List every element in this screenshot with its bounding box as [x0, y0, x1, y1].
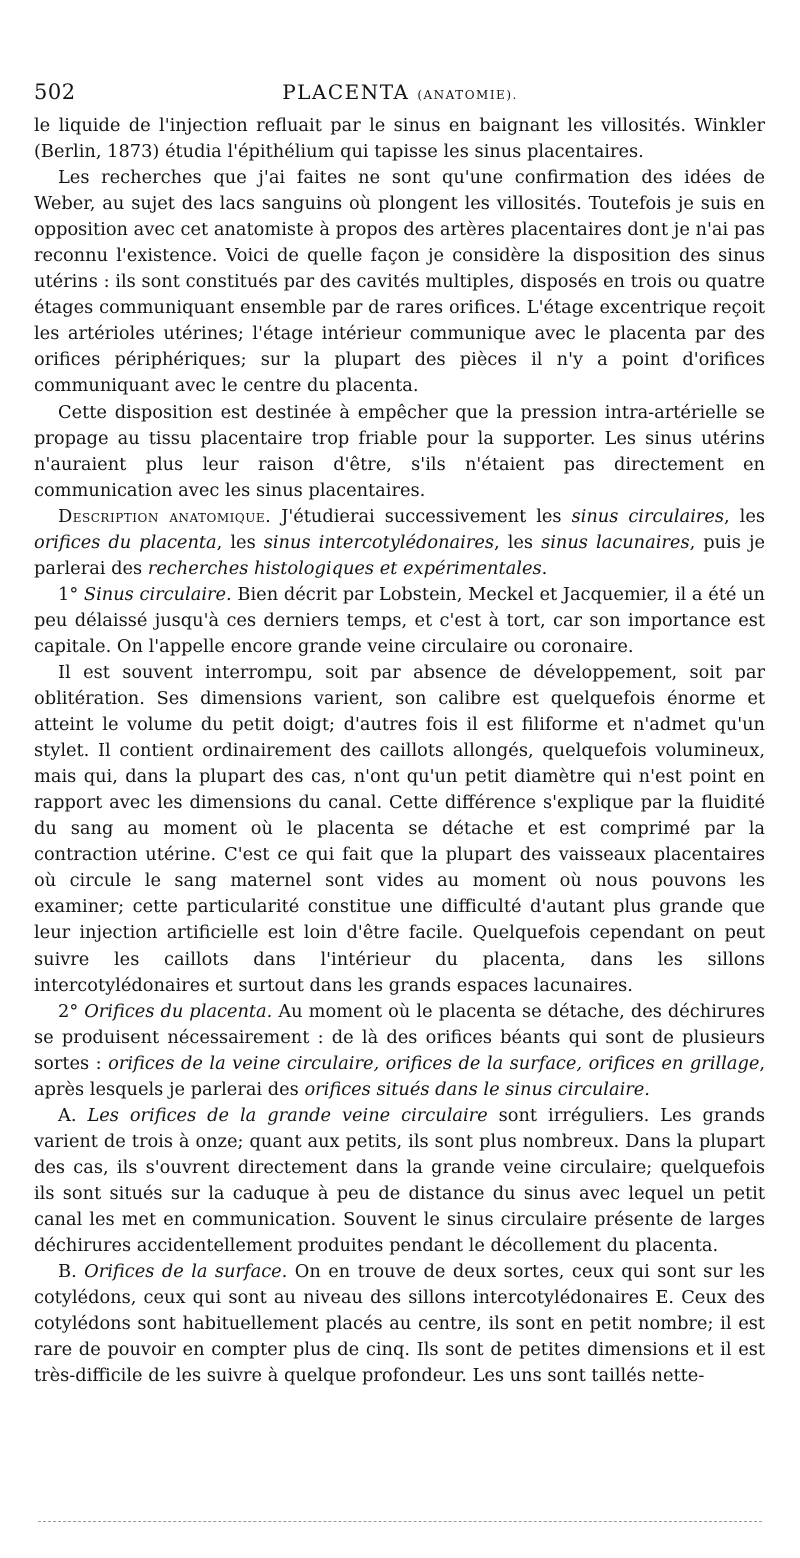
italic-term: recherches histologiques et expérimentales [147, 557, 542, 579]
italic-term: orifices de la veine circulaire, orifices de la surface, orifices en grillage [108, 1052, 760, 1074]
text-run: On en trouve de deux sortes, ceux qui sont sur les cotylédons, ceux qui sont au niveau des sillons intercotylédonaires E. Ceux des cotylédons sont habituellement placés au centre, ils sont en petit nombre; il est rare de pouvoir en compter plus de cinq. Ils sont de petites dimensions et il est très-difficile de les suivre à quelque profondeur. Les uns sont taillés nette- [34, 1261, 765, 1387]
italic-term: orifices situés dans le sinus circulaire. [304, 1078, 650, 1100]
italic-term: sinus circulaires [571, 505, 725, 527]
text-run: , les [216, 531, 264, 553]
text-run: Bien décrit par Lobstein, Meckel et Jacquemier, il a été un peu délaissé jusqu'à ces derniers temps, et c'est à tort, car son importance est capitale. On l'appelle encore grande veine circulaire ou coronaire. [34, 583, 765, 657]
italic-heading: Sinus circulaire. [83, 583, 232, 605]
paragraph-orifices-surface [34, 1259, 765, 1389]
running-title: PLACENTA [282, 80, 410, 104]
italic-heading: Orifices du placenta. [84, 1000, 273, 1022]
italic-term: orifices du placenta [34, 531, 217, 553]
paragraph-sinus-circulaire [34, 582, 765, 660]
paragraph-orifices-veine [34, 1103, 765, 1259]
text-run: Les recherches que j'ai faites ne sont qu'une confirmation des idées de Weber, au sujet des lacs sanguins où plongent les villosités. Toutefois je suis en opposition avec cet anatomiste à propos des artères placentaires dont je n'ai pas reconnu l'existence. Voici de quelle façon je considère la disposition des sinus utérins : ils sont constitués par des cavités multiples, disposés en trois ou quatre étages communiquant ensemble par de rares orifices. L'étage excentrique reçoit les artérioles utérines; l'étage intérieur communique avec le placenta par des orifices périphériques; sur la plupart des pièces il n'y a point d'orifices communiquant avec le centre du placenta. [34, 167, 765, 397]
page-number: 502 [34, 80, 76, 104]
text-run: sont irréguliers. Les grands varient de trois à onze; quant aux petits, ils sont plus nombreux. Dans la plupart des cas, ils s'ouvrent directement dans la grande veine circulaire; quelquefois ils sont situés sur la caduque à peu de distance du sinus avec lequel un petit canal les met en communication. Souvent le sinus circulaire présente de larges déchirures accidentellement produites pendant le décollement du placenta. [34, 1104, 765, 1257]
text-run: , les [724, 505, 765, 527]
paragraph-continuation [34, 113, 765, 165]
paragraph-description [34, 504, 765, 582]
italic-term: sinus intercotylédonaires [263, 531, 494, 553]
italic-heading: Orifices de la surface. [84, 1261, 288, 1283]
paragraph-weber [34, 165, 765, 399]
running-head [34, 80, 766, 104]
text-run: Il est souvent interrompu, soit par absence de développement, soit par oblitération. Ses dimensions varient, son calibre est quelquefois énorme et atteint le volume du petit doigt; d'autres fois il est filiforme et n'admet qu'un stylet. Il contient ordinairement des caillots allongés, quelquefois volumineux, mais qui, dans la plupart des cas, n'ont qu'un petit diamètre qui n'est point en rapport avec les dimensions du canal. Cette différence s'explique par la fluidité du sang au moment où le placenta se détache et est comprimé par la contraction utérine. C'est ce qui fait que la plupart des vaisseaux placentaires où circule le sang maternel sont vides au moment où nous pouvons les examiner; cette particularité constitue une difficulté d'autant plus grande que leur injection artificielle est loin d'être facile. Quelquefois cependant on peut suivre les caillots dans l'intérieur du placenta, dans les sillons intercotylédonaires et surtout dans les grands espaces lacunaires. [34, 661, 765, 996]
text-run: 2° [58, 1000, 85, 1022]
footer-rule [38, 1521, 762, 1522]
text-run: B. [58, 1261, 85, 1283]
italic-heading: Les orifices de la grande veine circulaire [87, 1104, 488, 1126]
text-run: J'étudierai successivement les [271, 505, 572, 527]
text-run: , puis je parlerai des [34, 531, 766, 579]
text-run: 1° [58, 583, 84, 605]
text-run: le liquide de l'injection refluait par le sinus en baignant les villosités. Winkler (Berlin, 1873) étudia l'épithélium qui tapisse les sinus placentaires. [34, 115, 765, 163]
paragraph-pressure [34, 400, 765, 504]
text-run: Au moment où le placenta se détache, des déchirures se produisent nécessairement : de là des orifices béants qui sont de plusieurs sortes : [34, 1000, 765, 1074]
body-text [34, 113, 765, 1389]
page-header [34, 80, 766, 110]
section-label: Description anatomique. [58, 505, 272, 527]
text-run: . [541, 557, 548, 579]
paragraph-orifices [34, 999, 765, 1103]
italic-term: sinus lacunaires [541, 531, 690, 553]
running-subtitle: (ANATOMIE). [417, 88, 518, 102]
paragraph-interrompu [34, 660, 765, 999]
text-run: A. [58, 1104, 88, 1126]
text-run: Cette disposition est destinée à empêcher que la pression intra-artérielle se propage au tissu placentaire trop friable pour la supporter. Les sinus utérins n'auraient plus leur raison d'être, s'ils n'étaient pas directement en communication avec les sinus placentaires. [34, 401, 765, 501]
text-run: , les [494, 531, 542, 553]
text-run: , après lesquels je parlerai des [34, 1052, 766, 1100]
